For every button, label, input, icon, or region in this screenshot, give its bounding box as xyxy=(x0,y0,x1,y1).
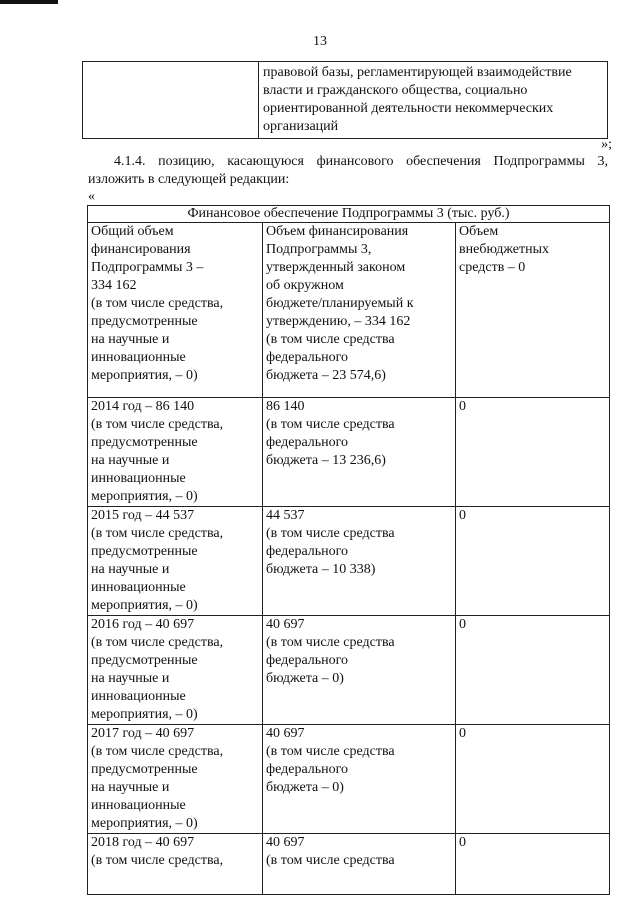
continued-table-left-cell xyxy=(83,62,259,139)
cell-year-total: 2015 год – 44 537 (в том числе средства, предусмотренные на научные и инновационные мероприятия, – 0) xyxy=(88,507,263,616)
continued-text-line: правовой базы, регламентирующей взаимодействие xyxy=(263,65,572,80)
continued-table-row xyxy=(83,62,608,139)
cell-year-total: 2014 год – 86 140 (в том числе средства, предусмотренные на научные и инновационные мероприятия, – 0) xyxy=(88,398,263,507)
header-extrabudgetary: Объем внебюджетных средств – 0 xyxy=(456,223,610,398)
table-row-2016 xyxy=(88,616,610,725)
paragraph-line-2: изложить в следующей редакции: xyxy=(88,172,290,187)
cell-year-total: 2018 год – 40 697 (в том числе средства, xyxy=(88,834,263,895)
opening-quote: « xyxy=(88,189,95,204)
amendment-paragraph xyxy=(88,153,608,189)
continued-table xyxy=(82,61,608,139)
table-title-row xyxy=(88,206,610,223)
header-total-volume: Общий объем финансирования Подпрограммы 3 – 334 162 (в том числе средства, предусмотренные на научные и инновационные мероприятия, – 0) xyxy=(88,223,263,398)
table-header-row xyxy=(88,223,610,398)
cell-year-extrabudgetary: 0 xyxy=(456,616,610,725)
table-row-2015 xyxy=(88,507,610,616)
closing-quote: »; xyxy=(601,137,612,152)
cell-year-extrabudgetary: 0 xyxy=(456,834,610,895)
cell-year-budget: 86 140 (в том числе средства федерального бюджета – 13 236,6) xyxy=(263,398,456,507)
page-number: 13 xyxy=(313,34,327,49)
cell-year-budget: 40 697 (в том числе средства федерального бюджета – 0) xyxy=(263,725,456,834)
table-row-2017 xyxy=(88,725,610,834)
table-row-2018 xyxy=(88,834,610,895)
table-title: Финансовое обеспечение Подпрограммы 3 (тыс. руб.) xyxy=(88,206,610,223)
cell-year-extrabudgetary: 0 xyxy=(456,507,610,616)
cell-year-budget: 40 697 (в том числе средства xyxy=(263,834,456,895)
continued-text-line: организаций xyxy=(263,119,339,134)
cell-year-budget: 44 537 (в том числе средства федерального бюджета – 10 338) xyxy=(263,507,456,616)
financing-table xyxy=(87,205,610,895)
corner-mark xyxy=(0,0,58,4)
continued-text-line: ориентированной деятельности некоммерческих xyxy=(263,101,554,116)
cell-year-extrabudgetary: 0 xyxy=(456,725,610,834)
header-approved-volume: Объем финансирования Подпрограммы 3, утвержденный законом об окружном бюджете/планируемый к утверждению, – 334 162 (в том числе средства федерального бюджета – 23 574,6) xyxy=(263,223,456,398)
table-row-2014 xyxy=(88,398,610,507)
cell-year-total: 2016 год – 40 697 (в том числе средства, предусмотренные на научные и инновационные мероприятия, – 0) xyxy=(88,616,263,725)
cell-year-extrabudgetary: 0 xyxy=(456,398,610,507)
paragraph-line-1: 4.1.4. позицию, касающуюся финансового обеспечения Подпрограммы 3, xyxy=(114,154,608,169)
cell-year-budget: 40 697 (в том числе средства федерального бюджета – 0) xyxy=(263,616,456,725)
continued-table-right-cell xyxy=(259,62,608,139)
continued-text-line: власти и гражданского общества, социально xyxy=(263,83,528,98)
cell-year-total: 2017 год – 40 697 (в том числе средства, предусмотренные на научные и инновационные мероприятия, – 0) xyxy=(88,725,263,834)
